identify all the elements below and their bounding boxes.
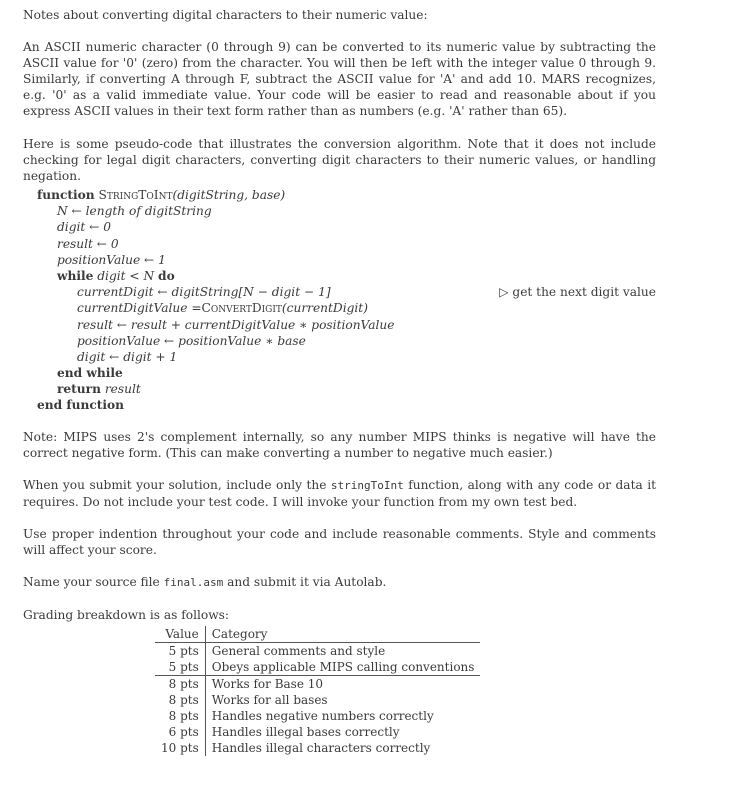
grading-table: [155, 626, 480, 756]
grading-intro: Grading breakdown is as follows:: [23, 608, 230, 622]
row-category: Works for Base 10: [205, 676, 480, 693]
row-category: Handles illegal bases correctly: [211, 725, 400, 739]
table-row: [155, 740, 480, 756]
row-category: Handles negative numbers correctly: [211, 709, 434, 723]
pseudocode-algorithm: [37, 187, 656, 414]
intro-heading: Notes about converting digital characters to their numeric value:: [23, 8, 428, 22]
convert-digit-call: ConvertDigit: [201, 301, 282, 316]
header-category: Category: [211, 627, 268, 641]
while-condition: digit < N: [97, 268, 155, 283]
algo-line-digit: digit ← 0: [57, 220, 112, 235]
function-code-name: stringToInt: [330, 479, 404, 492]
submission-text-pre: When you submit your solution, include only the: [23, 478, 331, 492]
filename-text-pre: Name your source file: [23, 575, 164, 589]
table-row: [155, 692, 480, 708]
keyword-return: return: [57, 382, 101, 397]
function-name: StringToInt: [98, 188, 173, 202]
algo-line-position-update: positionValue ← positionValue ∗ base: [77, 333, 306, 348]
algo-while-line: [37, 268, 656, 284]
submission-paragraph: [23, 477, 656, 510]
algo-line-position: positionValue ← 1: [57, 252, 166, 267]
pseudocode-intro-paragraph: Here is some pseudo-code that illustrates the conversion algorithm. Note that it does not include checking for legal digit characters, converting digit characters to their numeric values, or handling negation.: [23, 137, 656, 183]
row-value: 5 pts: [155, 659, 205, 676]
algo-line-increment: digit ← digit + 1: [77, 349, 178, 364]
algo-line-current-digit-value: [37, 300, 656, 316]
row-category: General comments and style: [205, 643, 480, 660]
row-value: 8 pts: [155, 692, 205, 708]
table-row: [155, 724, 480, 740]
table-row: [155, 676, 480, 693]
keyword-end-while: end while: [57, 366, 123, 381]
algo-line-result: result ← 0: [57, 236, 119, 251]
row-value: 8 pts: [155, 676, 205, 693]
keyword-end-function: end function: [37, 398, 125, 413]
current-digit-statement: currentDigit ← digitString[N − digit − 1]: [77, 285, 331, 300]
header-value: Value: [155, 626, 205, 643]
table-row: [155, 708, 480, 724]
row-category: Works for all bases: [211, 693, 328, 707]
function-args: (digitString, base): [172, 188, 286, 202]
row-value: 6 pts: [155, 724, 205, 740]
grading-header-row: [155, 626, 480, 643]
algo-line-result-update: result ← result + currentDigitValue ∗ positionValue: [77, 317, 395, 332]
submission-text-post: function, along with any code or data it requires. Do not include your test code. I will invoke your function from my own test bed.: [23, 478, 656, 509]
algo-function-line: [37, 187, 656, 203]
row-value: 10 pts: [155, 740, 205, 756]
style-paragraph: Use proper indention throughout your code and include reasonable comments. Style and comments will affect your score.: [23, 527, 656, 557]
filename-paragraph: [23, 574, 656, 591]
row-category: Obeys applicable MIPS calling conventions: [211, 660, 475, 674]
row-category: Handles illegal characters correctly: [211, 741, 431, 755]
keyword-do: do: [158, 268, 175, 283]
row-value: 8 pts: [155, 708, 205, 724]
comment-get-next-digit: ▷ get the next digit value: [499, 285, 656, 300]
cdv-lhs: currentDigitValue =: [77, 301, 202, 316]
table-row: [155, 643, 480, 660]
row-value: 5 pts: [155, 643, 205, 660]
return-value: result: [104, 382, 141, 397]
convert-digit-arg: (currentDigit): [281, 301, 368, 316]
algo-line-current-digit: [37, 284, 656, 300]
source-filename: final.asm: [163, 576, 224, 589]
keyword-while: while: [57, 268, 94, 283]
table-row: [155, 659, 480, 676]
keyword-function: function: [37, 188, 95, 202]
filename-text-post: and submit it via Autolab.: [223, 575, 387, 589]
ascii-paragraph: An ASCII numeric character (0 through 9) can be converted to its numeric value by subtracting the ASCII value for '0' (zero) from the character. You will then be left with the integer value 0 through 9. Similarly, if converting A through F, subtract the ASCII value for 'A' and add 10. MARS recognizes, e.g. '0' as a valid immediate value. Your code will be easier to read and reasonable about if you express ASCII values in their text form rather than as numbers (e.g. 'A' rather than 65).: [23, 40, 656, 118]
algo-return-line: [37, 381, 656, 397]
mips-note-paragraph: Note: MIPS uses 2's complement internally, so any number MIPS thinks is negative will have the correct negative form. (This can make converting a number to negative much easier.): [23, 430, 656, 460]
algo-line-n: N ← length of digitString: [57, 204, 212, 219]
